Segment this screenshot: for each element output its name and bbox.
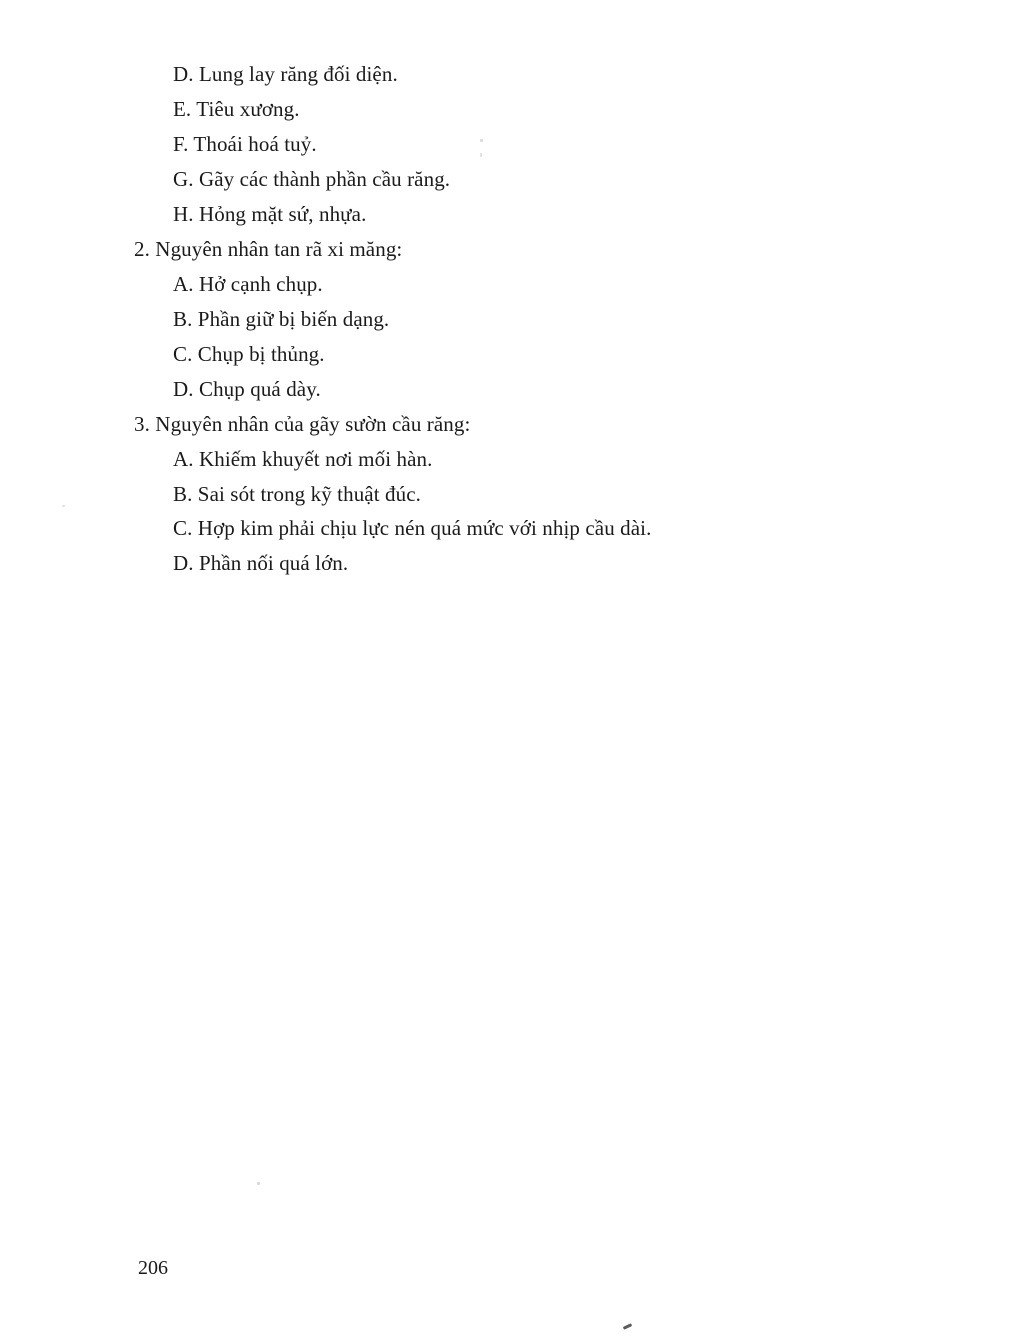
scan-speck [62, 505, 65, 507]
question-3: 3. Nguyên nhân của gãy sườn cầu răng: [134, 412, 471, 436]
scan-speck [257, 1182, 260, 1185]
question-2-option-b: B. Phần giữ bị biến dạng. [173, 307, 390, 331]
question-2-option-c: C. Chụp bị thủng. [173, 342, 325, 366]
option-h-hong-mat-su: H. Hỏng mặt sứ, nhựa. [173, 202, 367, 226]
scan-speck [480, 153, 482, 157]
option-g-gay-thanh-phan: G. Gãy các thành phần cầu răng. [173, 167, 451, 191]
question-3-option-c: C. Hợp kim phải chịu lực nén quá mức với nhịp cầu dài. [173, 516, 652, 540]
option-e-tieu-xuong: E. Tiêu xương. [173, 97, 300, 121]
option-f-thoai-hoa-tuy: F. Thoái hoá tuỷ. [173, 132, 317, 156]
question-2-option-d: D. Chụp quá dày. [173, 377, 321, 401]
question-2: 2. Nguyên nhân tan rã xi măng: [134, 237, 403, 261]
scan-mark [623, 1323, 632, 1330]
question-3-option-a: A. Khiếm khuyết nơi mối hàn. [173, 447, 433, 471]
question-3-option-b: B. Sai sót trong kỹ thuật đúc. [173, 482, 421, 506]
page-number: 206 [138, 1257, 168, 1279]
scan-speck [480, 139, 483, 142]
option-d-lung-lay: D. Lung lay răng đối diện. [173, 62, 398, 86]
question-2-option-a: A. Hở cạnh chụp. [173, 272, 323, 296]
question-3-option-d: D. Phần nối quá lớn. [173, 551, 349, 575]
